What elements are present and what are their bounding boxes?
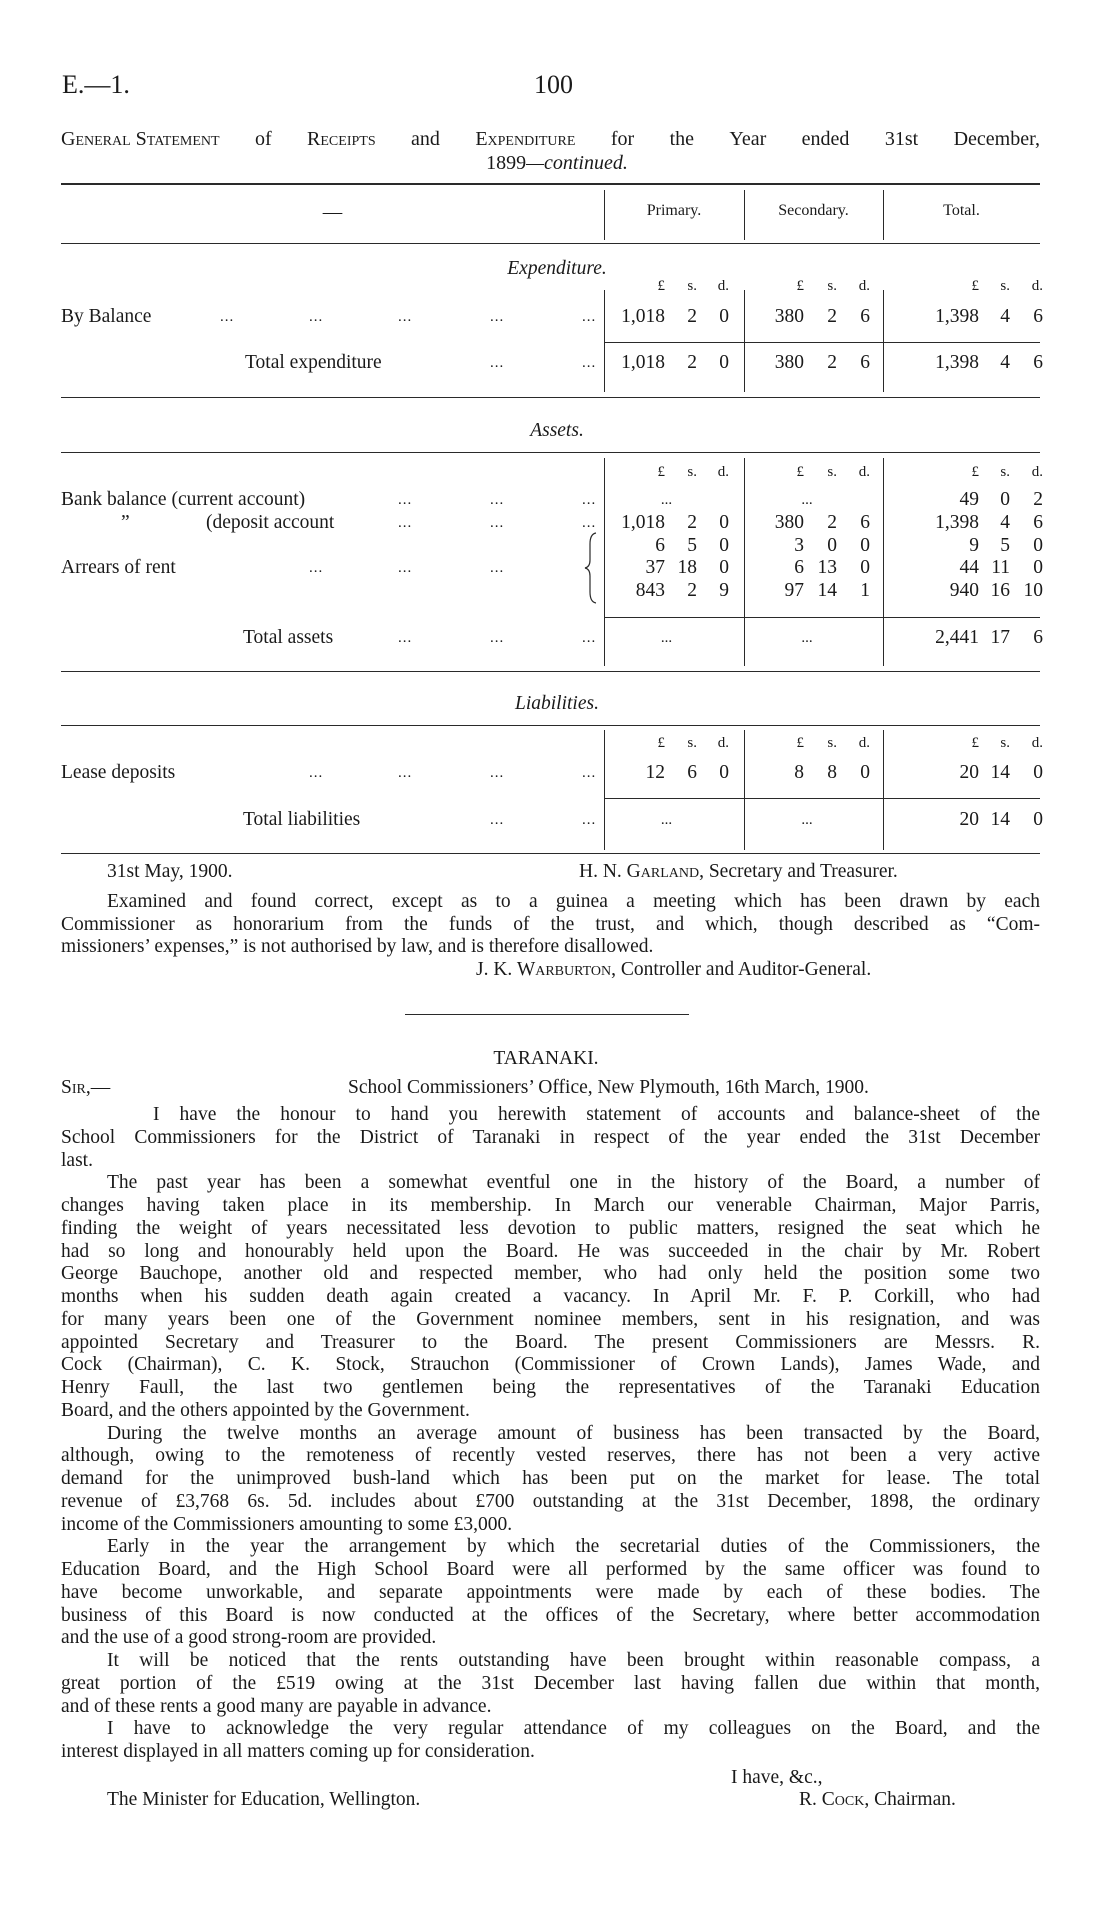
dot-leader xyxy=(398,306,412,328)
table-rule xyxy=(61,183,1040,185)
audit-role: , Controller and Auditor-General. xyxy=(611,959,872,980)
value-cell: 380 xyxy=(774,306,804,327)
value-cell: 10 xyxy=(1023,580,1043,601)
table-rule xyxy=(61,671,1040,672)
table-rule xyxy=(61,243,1040,244)
unit-label: £ xyxy=(657,735,665,751)
letter-line: last. xyxy=(61,1149,93,1171)
subtotal-rule xyxy=(604,617,1040,618)
value-cell: ... xyxy=(801,492,813,508)
title-word: Expenditure xyxy=(475,128,576,150)
value-cell: 0 xyxy=(860,762,870,783)
subtotal-rule xyxy=(604,798,1040,799)
value-cell: 6 xyxy=(1033,306,1043,327)
section-title-assets: Assets. xyxy=(530,420,584,441)
unit-label: £ xyxy=(796,278,804,294)
audit-name: J. K. Warburton xyxy=(476,959,612,980)
value-cell: 0 xyxy=(719,557,729,578)
table-rule xyxy=(61,452,1040,453)
value-cell: 0 xyxy=(827,535,837,556)
value-cell: 1,398 xyxy=(935,352,979,373)
row-label: Total liabilities xyxy=(243,809,361,830)
letter-line: and the use of a good strong-room are provided. xyxy=(61,1627,437,1649)
letter-line: changes having taken place in its membership. In March our venerable Chairman, Major Parris, xyxy=(61,1195,1040,1216)
value-cell: 5 xyxy=(1000,535,1010,556)
unit-label: s. xyxy=(1000,464,1010,480)
value-cell: 5 xyxy=(687,535,697,556)
title-word: General Statement xyxy=(61,128,220,150)
audit-line: Commissioner as honorarium from the funds of the trust, and which, though described as “Com- xyxy=(61,913,1040,935)
value-cell: 0 xyxy=(860,557,870,578)
value-cell: 2 xyxy=(827,352,837,373)
dot-leader xyxy=(309,762,323,784)
value-cell: ... xyxy=(660,492,673,508)
dot-leader xyxy=(220,306,234,328)
value-cell: 2 xyxy=(827,512,837,533)
document-code: E.—1. xyxy=(62,70,130,99)
value-cell: ... xyxy=(660,630,673,646)
title-word: the xyxy=(669,128,694,150)
unit-label: d. xyxy=(717,464,729,480)
value-cell: 1,398 xyxy=(935,512,979,533)
value-cell: 0 xyxy=(1000,489,1010,510)
value-cell: 37 xyxy=(645,557,665,578)
dot-leader xyxy=(398,512,412,534)
value-cell: 8 xyxy=(827,762,837,783)
value-cell: 9 xyxy=(719,580,729,601)
value-cell: 4 xyxy=(1000,352,1010,373)
value-cell: 2 xyxy=(687,306,697,327)
dot-leader xyxy=(309,557,323,579)
unit-label: d. xyxy=(717,278,729,294)
unit-label: £ xyxy=(971,464,979,480)
letter-line: months when his sudden death again created a vacancy. In April Mr. F. P. Corkill, who had xyxy=(61,1286,1040,1307)
value-cell: ... xyxy=(801,812,813,828)
table-rule xyxy=(61,397,1040,398)
letter-line: The past year has been a somewhat eventful one in the history of the Board, a number of xyxy=(107,1172,1040,1194)
signoff-signature xyxy=(579,861,898,883)
section-divider xyxy=(405,1014,689,1015)
value-cell: 49 xyxy=(959,489,979,510)
title-word: ended xyxy=(801,128,850,150)
signoff-role: , Secretary and Treasurer. xyxy=(699,861,898,882)
letter-line: had so long and honourably held upon the Board. He was succeeded in the chair by Mr. Robert xyxy=(61,1240,1040,1262)
dot-leader xyxy=(582,762,596,784)
value-cell: 6 xyxy=(860,512,870,533)
value-cell: 97 xyxy=(784,580,804,601)
dot-leader xyxy=(490,489,504,511)
letter-line: Cock (Chairman), C. K. Stock, Strauchon (Commissioner of Crown Lands), James Wade, and xyxy=(61,1354,1040,1376)
title-word: December, xyxy=(953,128,1040,150)
dot-leader xyxy=(490,762,504,784)
value-cell: 6 xyxy=(687,762,697,783)
value-cell: 20 xyxy=(959,762,979,783)
value-cell: 17 xyxy=(990,627,1010,648)
row-label: Bank balance (current account) xyxy=(61,489,306,510)
title-year: 1899 xyxy=(486,152,527,174)
brace-icon xyxy=(584,532,600,604)
unit-label: d. xyxy=(1031,735,1043,751)
section-title-expenditure: Expenditure. xyxy=(507,258,607,279)
value-cell: 3 xyxy=(794,535,804,556)
unit-label: s. xyxy=(687,278,697,294)
dot-leader xyxy=(582,352,596,374)
letter-line: appointed Secretary and Treasurer to the Board. The present Commissioners are Messrs. R. xyxy=(61,1331,1040,1353)
table-rule xyxy=(61,725,1040,726)
dot-leader xyxy=(398,762,412,784)
unit-label: s. xyxy=(1000,735,1010,751)
dot-leader xyxy=(398,557,412,579)
audit-signature xyxy=(476,959,871,981)
column-divider xyxy=(604,190,605,240)
value-cell: 14 xyxy=(817,580,837,601)
unit-label: s. xyxy=(827,464,837,480)
row-label: Total expenditure xyxy=(245,352,382,373)
letter-line: School Commissioners for the District of Taranaki in respect of the year ended the 31st December xyxy=(61,1126,1040,1148)
page-number: 100 xyxy=(534,70,573,99)
section-title-liabilities: Liabilities. xyxy=(515,693,599,714)
letter-line: finding the weight of years necessitated less devotion to public matters, resigned the seat which he xyxy=(61,1217,1040,1239)
value-cell: 6 xyxy=(1033,627,1043,648)
letter-line: demand for the unimproved bush-land which has been put on the market for lease. The total xyxy=(61,1468,1040,1489)
value-cell: 20 xyxy=(959,809,979,830)
value-cell: 0 xyxy=(1033,557,1043,578)
title-continued: —continued. xyxy=(526,152,628,174)
value-cell: 4 xyxy=(1000,306,1010,327)
letter-line: During the twelve months an average amount of business has been transacted by the Board, xyxy=(107,1422,1040,1444)
letter-line: Education Board, and the High School Board were all performed by the same officer was found to xyxy=(61,1559,1040,1580)
unit-label: £ xyxy=(657,278,665,294)
value-cell: 9 xyxy=(969,535,979,556)
value-cell: 6 xyxy=(1033,352,1043,373)
row-label: Lease deposits xyxy=(61,762,176,783)
signoff-name: H. N. Garland xyxy=(579,861,700,882)
statement-title xyxy=(61,128,1040,151)
letter-heading: TARANAKI. xyxy=(493,1048,599,1069)
unit-label: £ xyxy=(971,278,979,294)
unit-label: s. xyxy=(687,464,697,480)
dot-leader xyxy=(582,809,596,831)
audit-line: missioners’ expenses,” is not authorised by law, and is therefore disallowed. xyxy=(61,936,654,958)
value-cell: 6 xyxy=(655,535,665,556)
statement-title-line2 xyxy=(0,152,1114,175)
value-cell: 2 xyxy=(687,580,697,601)
dot-leader xyxy=(490,306,504,328)
value-cell: 1,018 xyxy=(621,512,665,533)
value-cell: 14 xyxy=(990,809,1010,830)
table-rule xyxy=(61,853,1040,854)
letter-line: Board, and the others appointed by the Government. xyxy=(61,1399,470,1421)
column-header-secondary: Secondary. xyxy=(778,202,849,219)
column-header-total: Total. xyxy=(943,202,980,219)
letter-line: Early in the year the arrangement by which the secretarial duties of the Commissioners, the xyxy=(107,1536,1040,1558)
value-cell: 1,018 xyxy=(621,306,665,327)
dot-leader xyxy=(490,512,504,534)
column-header-blank: — xyxy=(322,202,343,223)
dot-leader xyxy=(582,306,596,328)
value-cell: 0 xyxy=(719,512,729,533)
letter-closing: I have, &c., xyxy=(731,1767,823,1788)
unit-label: s. xyxy=(827,735,837,751)
title-word: Receipts xyxy=(307,128,376,150)
value-cell: 2 xyxy=(687,512,697,533)
column-divider xyxy=(744,190,745,240)
value-cell: 380 xyxy=(774,512,804,533)
value-cell: 0 xyxy=(719,352,729,373)
value-cell: 1,018 xyxy=(621,352,665,373)
letter-line: have become unworkable, and separate appointments were made by each of these bodies. The xyxy=(61,1581,1040,1603)
unit-label: £ xyxy=(796,464,804,480)
letter-line: although, owing to the remoteness of recently vested reserves, there has not been a very active xyxy=(61,1445,1040,1467)
dot-leader xyxy=(398,627,412,649)
letter-line: It will be noticed that the rents outstanding have been brought within reasonable compass, a xyxy=(107,1650,1040,1671)
value-cell: 12 xyxy=(645,762,665,783)
value-cell: 2 xyxy=(1033,489,1043,510)
value-cell: 380 xyxy=(774,352,804,373)
letter-signature xyxy=(799,1789,956,1811)
letter-line: for many years been one of the Government nominee members, sent in his resignation, and was xyxy=(61,1308,1040,1330)
dot-leader xyxy=(490,627,504,649)
dot-leader xyxy=(582,512,596,534)
unit-label: d. xyxy=(1031,278,1043,294)
unit-label: d. xyxy=(717,735,729,751)
unit-label: d. xyxy=(858,464,870,480)
title-word: for xyxy=(610,128,635,150)
column-header-primary: Primary. xyxy=(646,202,702,219)
letter-line: interest displayed in all matters coming up for consideration. xyxy=(61,1741,535,1762)
value-cell: 6 xyxy=(860,352,870,373)
title-word: of xyxy=(254,128,272,150)
column-divider xyxy=(883,190,884,240)
letter-line: George Bauchope, another old and respected member, who had only held the position some two xyxy=(61,1263,1040,1285)
signer-role: , Chairman. xyxy=(864,1789,956,1810)
value-cell: 6 xyxy=(860,306,870,327)
value-cell: 0 xyxy=(1033,762,1043,783)
letter-line: revenue of £3,768 6s. 5d. includes about £700 outstanding at the 31st December, 1898, the ordinary xyxy=(61,1490,1040,1512)
value-cell: 14 xyxy=(990,762,1010,783)
value-cell: 4 xyxy=(1000,512,1010,533)
dot-leader xyxy=(582,627,596,649)
row-label: By Balance xyxy=(61,306,152,327)
audit-line: Examined and found correct, except as to a guinea a meeting which has been drawn by each xyxy=(107,891,1040,912)
value-cell: 0 xyxy=(860,535,870,556)
unit-label: £ xyxy=(657,464,665,480)
unit-label: £ xyxy=(796,735,804,751)
letter-salutation: Sir,— xyxy=(61,1077,111,1098)
value-cell: 940 xyxy=(949,580,979,601)
unit-label: d. xyxy=(1031,464,1043,480)
subtotal-rule xyxy=(604,342,1040,343)
unit-label: £ xyxy=(971,735,979,751)
value-cell: 18 xyxy=(677,557,697,578)
dot-leader xyxy=(309,306,323,328)
letter-line: and of these rents a good many are payable in advance. xyxy=(61,1695,492,1717)
letter-line: great portion of the £519 owing at the 31st December last having fallen due within that month, xyxy=(61,1672,1040,1694)
ditto-mark: ” xyxy=(121,512,130,533)
value-cell: 0 xyxy=(1033,535,1043,556)
row-label: (deposit account xyxy=(206,512,335,533)
signer-name: R. Cock xyxy=(799,1789,865,1810)
value-cell: 0 xyxy=(719,306,729,327)
signoff-date: 31st May, 1900. xyxy=(107,861,233,882)
value-cell: 1,398 xyxy=(935,306,979,327)
value-cell: 2 xyxy=(687,352,697,373)
letter-line: I have the honour to hand you herewith statement of accounts and balance-sheet of the xyxy=(153,1104,1040,1125)
letter-line: income of the Commissioners amounting to some £3,000. xyxy=(61,1513,513,1535)
row-label: Arrears of rent xyxy=(61,557,176,578)
letter-line: business of this Board is now conducted at the offices of the Secretary, where better accommodation xyxy=(61,1604,1040,1626)
dot-leader xyxy=(490,809,504,831)
dot-leader xyxy=(582,489,596,511)
value-cell: 6 xyxy=(794,557,804,578)
dot-leader xyxy=(490,557,504,579)
value-cell: 2 xyxy=(827,306,837,327)
value-cell: 1 xyxy=(860,580,870,601)
value-cell: 0 xyxy=(719,535,729,556)
value-cell: 6 xyxy=(1033,512,1043,533)
title-word: and xyxy=(411,128,440,150)
value-cell: 16 xyxy=(990,580,1010,601)
title-word: 31st xyxy=(884,128,919,150)
value-cell: ... xyxy=(660,812,673,828)
value-cell: ... xyxy=(801,630,813,646)
title-word: Year xyxy=(729,128,767,150)
value-cell: 11 xyxy=(991,557,1010,578)
value-cell: 2,441 xyxy=(935,627,979,648)
dot-leader xyxy=(490,352,504,374)
letter-line: Henry Faull, the last two gentlemen being the representatives of the Taranaki Education xyxy=(61,1377,1040,1398)
value-cell: 13 xyxy=(817,557,837,578)
value-cell: 8 xyxy=(794,762,804,783)
unit-label: d. xyxy=(858,735,870,751)
value-cell: 0 xyxy=(719,762,729,783)
value-cell: 44 xyxy=(959,557,979,578)
row-label: Total assets xyxy=(243,627,334,648)
value-cell: 843 xyxy=(635,580,665,601)
unit-label: s. xyxy=(1000,278,1010,294)
value-cell: 0 xyxy=(1033,809,1043,830)
letter-recipient: The Minister for Education, Wellington. xyxy=(107,1789,421,1810)
letter-line: I have to acknowledge the very regular attendance of my colleagues on the Board, and the xyxy=(107,1718,1040,1740)
unit-label: s. xyxy=(827,278,837,294)
unit-label: s. xyxy=(687,735,697,751)
unit-label: d. xyxy=(858,278,870,294)
dot-leader xyxy=(398,489,412,511)
letter-address: School Commissioners’ Office, New Plymouth, 16th March, 1900. xyxy=(348,1077,869,1098)
